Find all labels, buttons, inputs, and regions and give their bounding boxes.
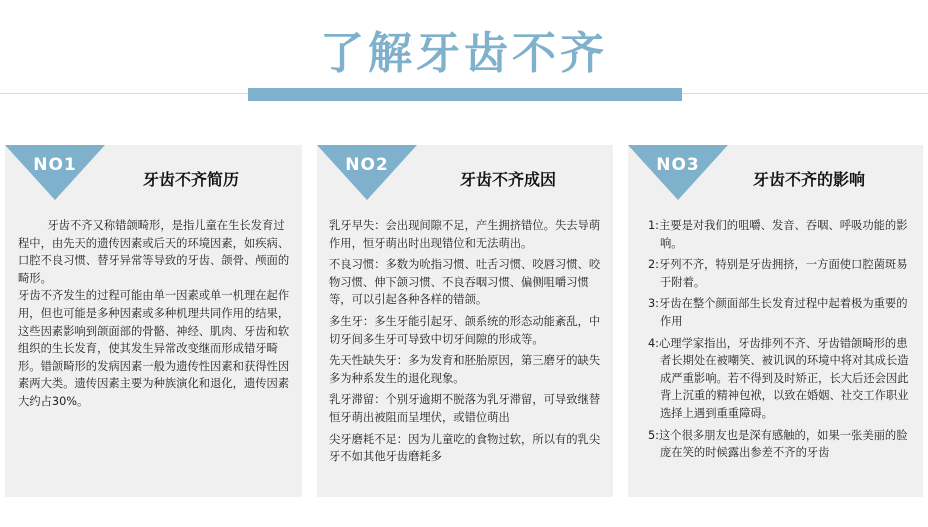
card-badge: NO3 — [656, 155, 700, 175]
card-list-item: 2:牙列不齐，特别是牙齿拥挤，一方面使口腔菌斑易于附着。 — [648, 258, 908, 289]
card-paragraph: 牙齿不齐又称错颌畸形，是指儿童在生长发育过程中，由先天的遗传因素或后天的环境因素，如疾病、口腔不良习惯、替牙异常等导致的牙齿、颌骨、颅面的畸形。 — [18, 219, 290, 285]
card-list-item: 1:主要是对我们的咀嚼、发音、吞咽、呼吸功能的影响。 — [648, 219, 908, 250]
page-title: 了解牙齿不齐 — [320, 28, 608, 79]
card-causes — [317, 145, 613, 497]
card-body — [648, 217, 914, 466]
card-paragraph: 先天性缺失牙：多为发育和胚胎原因，第三磨牙的缺失多为种系发生的退化现象。 — [329, 354, 601, 385]
card-list-item: 4:心理学家指出，牙齿排列不齐、牙齿错颌畸形的患者长期处在被嘲笑、被讥讽的环境中将对其成长造成严重影响。若不得到及时矫正，长大后还会因此背上沉重的精神包袱，以致在婚姻、社交工作职业选择上遇到重重障碍。 — [648, 336, 909, 420]
card-title: 牙齿不齐成因 — [460, 170, 557, 189]
card-paragraph: 乳牙滞留：个别牙逾期不脱落为乳牙滞留，可导致继替恒牙萌出被阻而呈埋伏，或错位萌出 — [329, 393, 601, 424]
card-paragraph: 尖牙磨耗不足：因为儿童吃的食物过软，所以有的乳尖牙不如其他牙齿磨耗多 — [329, 432, 601, 464]
card-body — [18, 217, 294, 411]
card-body — [329, 217, 603, 470]
title-accent-bar — [248, 88, 682, 101]
card-effects — [628, 145, 923, 497]
card-history — [5, 145, 302, 497]
card-paragraph: 不良习惯：多数为吮指习惯、吐舌习惯、咬唇习惯、咬物习惯、伸下颌习惯、不良吞咽习惯、偏侧咀嚼习惯等，可以引起各种各样的错颌。 — [329, 258, 601, 307]
card-paragraph: 牙齿不齐发生的过程可能由单一因素或单一机理在起作用，但也可能是多种因素或多种机理共同作用的结果，这些因素影响到颌面部的骨骼、神经、肌肉、牙齿和软组织的生长发育，使其发生异常改变继而形成错牙畸形。错颌畸形的发病因素一般为遗传性因素和获得性因素两大类。遗传因素主要为种族演化和退化，遗传因素大约占30%。 — [18, 289, 290, 408]
card-badge: NO2 — [345, 155, 389, 175]
card-list-item: 3:牙齿在整个颜面部生长发育过程中起着极为重要的作用 — [648, 297, 908, 328]
card-title: 牙齿不齐简历 — [143, 170, 240, 189]
card-list-item: 5:这个很多朋友也是深有感触的，如果一张美丽的脸庞在笑的时候露出参差不齐的牙齿 — [648, 428, 908, 460]
card-paragraph: 乳牙早失：会出现间隙不足，产生拥挤错位。失去导萌作用，恒牙萌出时出现错位和无法萌出。 — [329, 219, 601, 250]
card-badge: NO1 — [33, 155, 77, 175]
card-paragraph: 多生牙：多生牙能引起牙、颌系统的形态动能紊乱，中切牙间多生牙可导致中切牙间隙的形成等。 — [329, 314, 601, 346]
card-title: 牙齿不齐的影响 — [753, 170, 866, 189]
